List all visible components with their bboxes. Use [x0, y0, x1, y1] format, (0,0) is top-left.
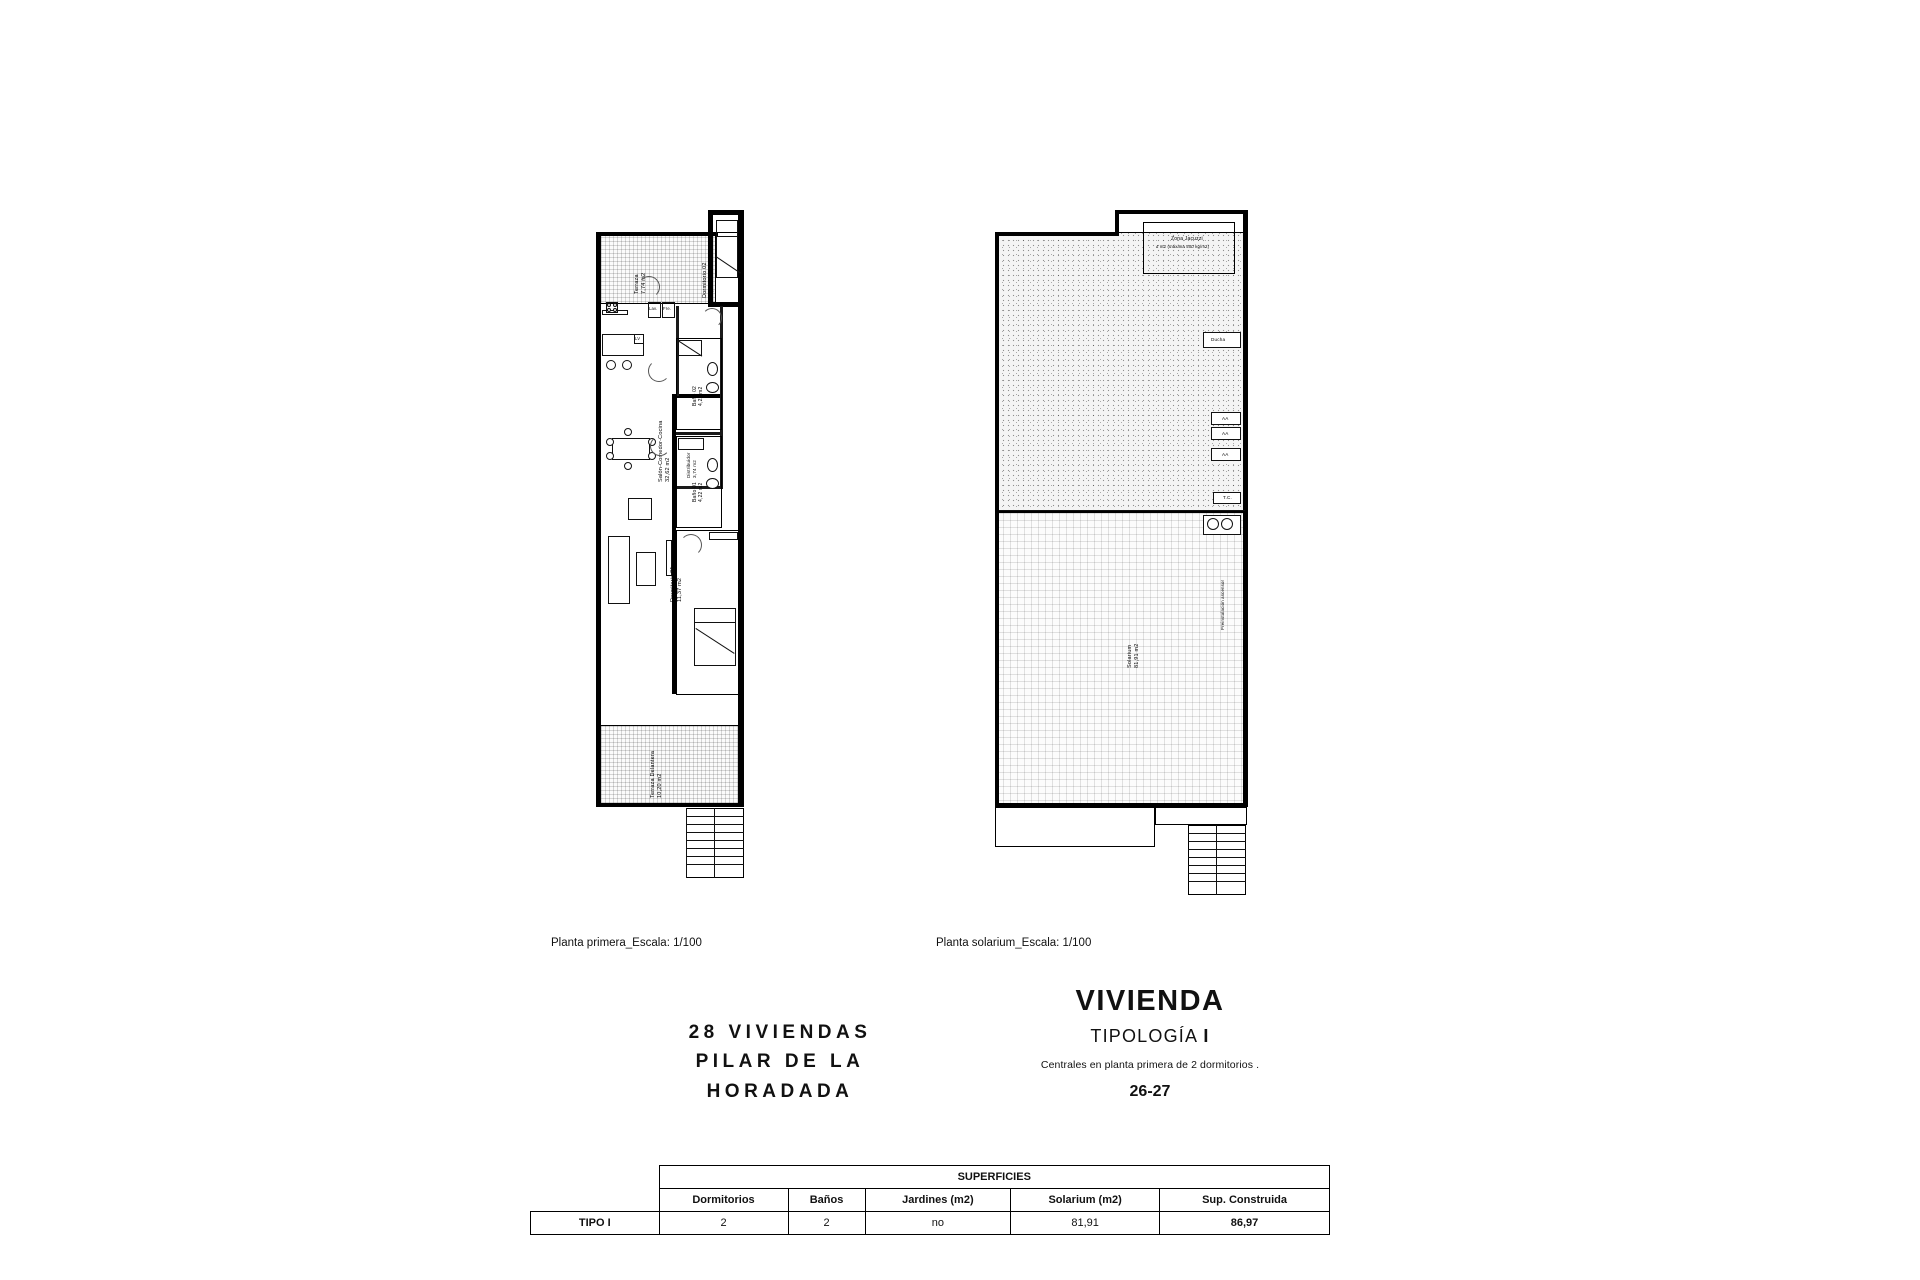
dining-chair-5 — [624, 428, 632, 436]
stair-landing-edge — [686, 808, 687, 878]
table-row-columns — [531, 1189, 1330, 1212]
bath02-label: Baño 02 4,22 m2 — [692, 385, 705, 406]
toilet-02 — [707, 362, 718, 376]
wall-bottom — [596, 803, 744, 807]
door-arc-terrace — [702, 308, 722, 328]
page-number: 26-27 — [1129, 1083, 1171, 1100]
stairhead-circle-1 — [1207, 518, 1219, 530]
table-corner-blank-2 — [531, 1189, 660, 1212]
wall-top-left — [596, 232, 718, 236]
dining-table — [612, 438, 650, 460]
door-arc-bedroom01 — [680, 534, 702, 556]
aa-label-3: AA — [1222, 452, 1229, 457]
sofa — [608, 536, 630, 604]
cell-banos: 2 — [788, 1212, 865, 1235]
typology-line — [985, 1026, 1315, 1047]
bath01-label: Baño 01 4,22 m2 — [692, 481, 705, 502]
solarium-caption: Planta solarium_Escala: 1/100 — [936, 937, 1092, 949]
dining-chair-1 — [606, 438, 614, 446]
bed-02-pillow — [716, 236, 738, 237]
kitchen-chair-1 — [606, 360, 616, 370]
cell-jardines: no — [865, 1212, 1011, 1235]
tc-label: T.C. — [1223, 495, 1232, 500]
stair-step-2 — [686, 824, 744, 825]
cell-solarium: 81,91 — [1011, 1212, 1160, 1235]
bedroom02-label: Dormitorio 02 11,13 m2 — [702, 262, 715, 298]
door-arc-hall-1 — [648, 360, 670, 382]
stair-center-rail — [714, 808, 715, 878]
solarium-wall-right-upper — [1243, 210, 1248, 405]
column-solarium: Solarium (m2) — [1011, 1189, 1160, 1212]
burner-1 — [607, 303, 611, 307]
washer-label: Lav. — [649, 306, 658, 311]
sol-stair-step-7 — [1188, 881, 1246, 882]
column-dormitorios: Dormitorios — [659, 1189, 788, 1212]
cell-dormitorios: 2 — [659, 1212, 788, 1235]
project-title-line-3: HORADADA — [706, 1080, 854, 1102]
jacuzzi-title: Zona Jacuzzi — [1171, 236, 1203, 242]
lift-preinstall-label: Preinstalación ascensor — [1220, 579, 1225, 630]
typology-label: TIPOLOGÍA — [1090, 1026, 1198, 1046]
stair-step-7 — [686, 864, 744, 865]
solarium-plan — [975, 210, 1295, 930]
shower-label: Ducha — [1211, 337, 1226, 342]
fridge-label: Fre. — [663, 306, 672, 311]
coffee-table — [636, 552, 656, 586]
stairhead-circle-2 — [1221, 518, 1233, 530]
first-floor-plan — [590, 210, 890, 930]
rear-terrace-label: Terraza 7,74 m2 — [634, 272, 647, 294]
wall-left — [596, 232, 601, 807]
column-banos: Baños — [788, 1189, 865, 1212]
typology-value: I — [1203, 1026, 1210, 1046]
wardrobe-01 — [709, 532, 738, 540]
burner-4 — [613, 308, 617, 312]
typology-note: Centrales en planta primera de 2 dormitorios . — [1040, 1059, 1260, 1071]
front-terrace-label: Terraza Delantera 10,20 m2 — [650, 750, 663, 798]
hall-label: Distribuidor 3,74 m2 — [686, 452, 697, 478]
solarium-wall-left — [995, 232, 999, 807]
table-corner-blank — [531, 1166, 660, 1189]
toilet-01 — [707, 458, 718, 472]
stair-step-4 — [686, 840, 744, 841]
door-arc-kitchen — [638, 276, 660, 298]
sol-stair-step-6 — [1188, 873, 1246, 874]
burner-2 — [613, 303, 617, 307]
row-label-tipo-i: TIPO I — [531, 1212, 660, 1235]
sol-stair-step-5 — [1188, 865, 1246, 866]
sink-02 — [706, 382, 719, 393]
solarium-wall-top-step — [1115, 210, 1119, 234]
wall-bath-separator — [676, 432, 722, 435]
dishwasher-label: LV — [635, 336, 641, 341]
sol-stair-center-rail — [1216, 825, 1217, 895]
bedroom01-label: Dormitorio 01 11,37 m2 — [670, 566, 683, 602]
kitchen-chair-2 — [622, 360, 632, 370]
first-floor-caption: Planta primera_Escala: 1/100 — [551, 937, 702, 949]
table-header-title: SUPERFICIES — [659, 1166, 1330, 1189]
stair-step-6 — [686, 856, 744, 857]
sol-stair-step-1 — [1188, 833, 1246, 834]
table-row — [531, 1212, 1330, 1235]
dwelling-title-block — [985, 985, 1315, 1101]
solarium-mid-divider — [999, 510, 1245, 511]
sink-cabinet-01 — [678, 438, 704, 450]
solarium-exterior-stair — [1188, 825, 1246, 895]
sink-01 — [706, 478, 719, 489]
stair-step-1 — [686, 816, 744, 817]
sol-stair-step-3 — [1188, 849, 1246, 850]
table-row-title — [531, 1166, 1330, 1189]
solarium-wall-right-lower — [1243, 405, 1248, 807]
aa-label-2: AA — [1222, 431, 1229, 436]
solarium-wall-top-left — [995, 232, 1119, 236]
burner-3 — [607, 308, 611, 312]
stair-step-5 — [686, 848, 744, 849]
solarium-wall-top — [1115, 210, 1248, 214]
sol-stair-step-2 — [1188, 841, 1246, 842]
jacuzzi-note: 4 m2 (máxima 500 kg/m2) — [1156, 244, 1210, 249]
column-construida: Sup. Construida — [1160, 1189, 1330, 1212]
project-title-line-2: PILAR DE LA — [695, 1051, 865, 1073]
project-title-line-1: 28 VIVIENDAS — [688, 1022, 872, 1043]
surfaces-table — [530, 1165, 1330, 1235]
bed-01-pillow — [694, 622, 736, 623]
door-arc-hall-2 — [650, 436, 670, 456]
dining-chair-2 — [606, 452, 614, 460]
cell-construida: 86,97 — [1160, 1212, 1330, 1235]
column-jardines: Jardines (m2) — [865, 1189, 1011, 1212]
project-title — [645, 1018, 915, 1106]
aa-label-1: AA — [1222, 416, 1229, 421]
stair-step-3 — [686, 832, 744, 833]
sol-stair-step-4 — [1188, 857, 1246, 858]
dining-chair-6 — [624, 462, 632, 470]
living-room-label: Salón-Comedor-Cocina 32,62 m2 — [658, 420, 671, 482]
solarium-bottom-band — [995, 807, 1155, 847]
armchair — [628, 498, 652, 520]
surfaces-table-wrap — [530, 1165, 1330, 1235]
bed-01 — [694, 608, 736, 666]
dwelling-title: VIVIENDA — [1075, 985, 1225, 1017]
solarium-bottom-band-right — [1155, 807, 1247, 825]
solarium-area-label: Solarium 81,91 m2 — [1127, 643, 1140, 668]
exterior-stair — [686, 808, 744, 878]
